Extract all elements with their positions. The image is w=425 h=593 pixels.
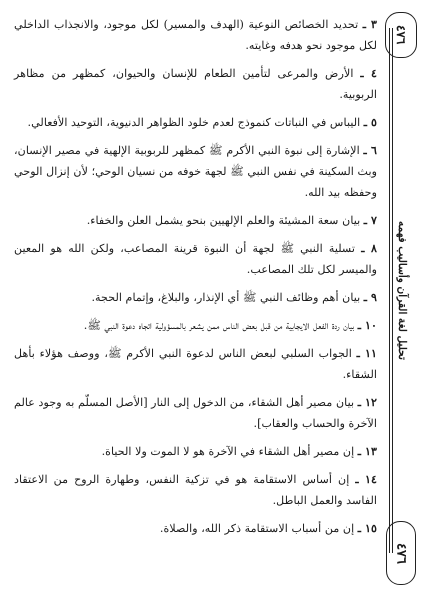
item-number: ٥ ـ	[363, 115, 377, 129]
item-number: ٨ ـ	[361, 241, 377, 255]
item-text: بيان ردة الفعل الايجابية من قبل بعض الناس ممن يشعر بالمسؤولية اتجاه دعوة النبي ﷺ.	[83, 319, 355, 332]
list-item	[14, 392, 377, 434]
item-text: إن مصير أهل الشقاء في الآخرة هو لا الموت ولا الحياة.	[101, 445, 355, 458]
item-number: ٦ ـ	[363, 143, 377, 157]
item-number: ١١ ـ	[356, 346, 377, 360]
page-number: ٤٧٦	[394, 25, 408, 45]
list-item	[14, 441, 377, 462]
item-number: ٧ ـ	[363, 213, 377, 227]
item-text: بيان مصير أهل الشقاء، من الدخول إلى النار [الأصل المسلّم به وجود عالم الآخرة والحساب والعقاب].	[14, 396, 377, 430]
item-number: ١٥ ـ	[357, 521, 377, 535]
item-text: تحديد الخصائص النوعية (الهدف والمسير) لكل موجود، والانجذاب الداخلي لكل موجود نحو هدفه وغايته.	[14, 18, 377, 52]
item-number: ١٢ ـ	[357, 395, 377, 409]
list-item	[14, 315, 377, 336]
running-header	[391, 60, 413, 520]
list-item	[14, 14, 377, 56]
item-number: ١٠ ـ	[357, 318, 377, 332]
item-text: الجواب السلبي لبعض الناس لدعوة النبي الأكرم ﷺ، ووصف هؤلاء بأهل الشقاء.	[14, 347, 377, 381]
list-item	[14, 238, 377, 280]
page-number-badge	[385, 12, 417, 58]
page-body	[14, 14, 377, 546]
list-item	[14, 140, 377, 203]
item-text: الإشارة إلى نبوة النبي الأكرم ﷺ كمظهر للربوبية الإلهية في مصير الإنسان، وبث السكينة في نفس النبي ﷺ لجهة خوفه من نسيان الوحي؛ لأن إنزال الوحي وحفظه بيد الله.	[14, 144, 377, 199]
list-item	[14, 63, 377, 105]
item-text: إن من أسباب الاستقامة ذكر الله، والصلاة.	[159, 522, 355, 535]
item-text: اليباس في النباتات كنموذج لعدم خلود الظواهر الدنيوية، التوحيد الأفعالي.	[27, 116, 361, 129]
item-number: ١٤ ـ	[355, 472, 377, 486]
item-text: إن أساس الاستقامة هو في تزكية النفس، وطهارة الروح من الاعتقاد الفاسد والعمل الباطل.	[14, 473, 377, 507]
running-title-text: تحليل لغة القرآن وأساليب فهمه	[396, 220, 408, 360]
margin-rule	[389, 28, 390, 553]
item-number: ١٣ ـ	[357, 444, 377, 458]
list-item	[14, 287, 377, 308]
item-text: الأرض والمرعى لتأمين الطعام للإنسان والحيوان، كمظهر من مظاهر الربوبية.	[14, 67, 377, 101]
item-text: تسلية النبي ﷺ لجهة أن النبوة قرينة المصاعب، ولكن الله هو المعين والميسر لكل تلك المصاعب.	[14, 242, 377, 276]
item-number: ٤ ـ	[360, 66, 377, 80]
list-item	[14, 518, 377, 539]
list-item	[14, 469, 377, 511]
list-item	[14, 210, 377, 231]
item-number: ٩ ـ	[363, 290, 377, 304]
page-number: ٤٧٦	[393, 542, 409, 564]
item-text: بيان أهم وظائف النبي ﷺ أي الإنذار، والبلاغ، وإتمام الحجة.	[91, 291, 361, 304]
item-number: ٣ ـ	[362, 17, 377, 31]
list-item	[14, 112, 377, 133]
page-number-badge	[386, 521, 416, 585]
list-item	[14, 343, 377, 385]
item-text: بيان سعة المشيئة والعلم الإلهيين بنحو يشمل العلن والخفاء.	[86, 214, 361, 227]
